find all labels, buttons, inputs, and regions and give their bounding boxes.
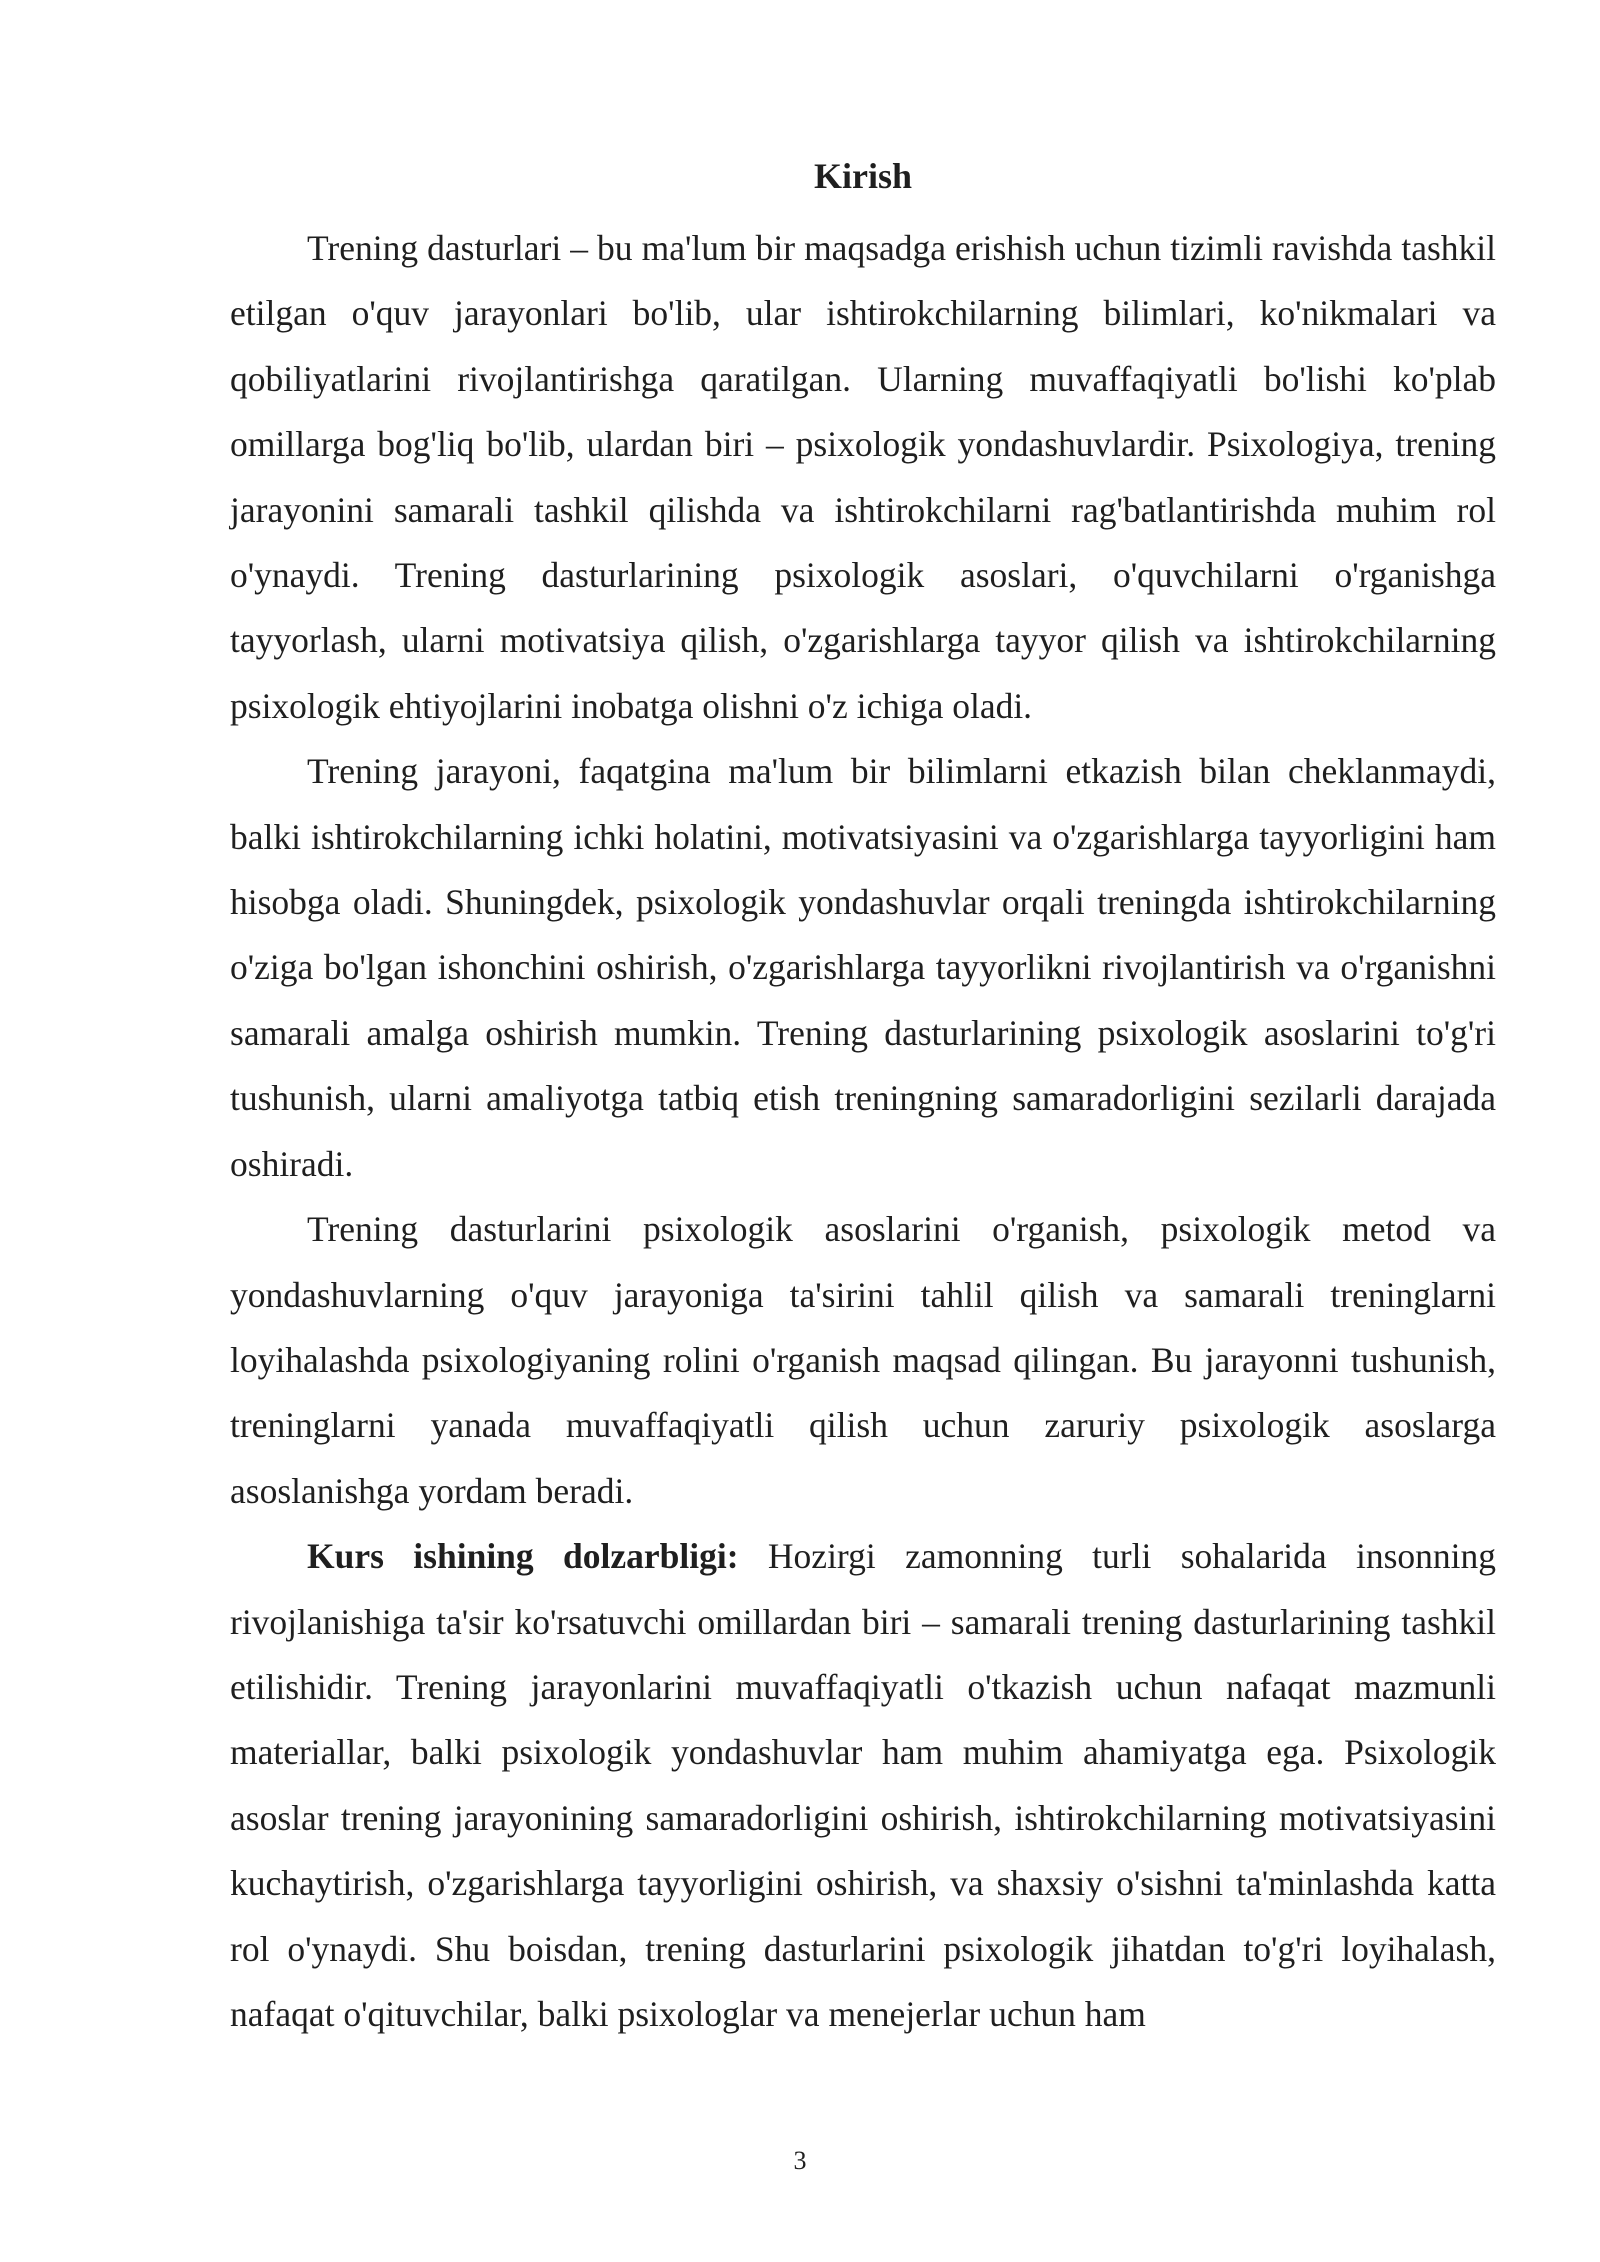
paragraph-text: Hozirgi zamonning turli sohalarida insonning rivojlanishiga ta'sir ko'rsatuvchi omillardan biri – samarali trening dasturlarining tashkil etilishidir. Trening jarayonlarini muvaffaqiyatli o'tkazish uchun nafaqat mazmunli materiallar, balki psixologik yondashuvlar ham muhim ahamiyatga ega. Psixologik asoslar trening jarayonining samaradorligini oshirish, ishtirokchilarning motivatsiyasini kuchaytirish, o'zgarishlarga tayyorligini oshirish, va shaxsiy o'sishni ta'minlashda katta rol o'ynaydi. Shu boisdan, trening dasturlarini psixologik jihatdan to'g'ri loyihalash, nafaqat o'qituvchilar, balki psixologlar va menejerlar uchun ham — [230, 1536, 1496, 2034]
section-title: Kirish — [813, 156, 912, 196]
paragraph-training-process — [230, 739, 1496, 1197]
page-number: 3 — [793, 2146, 807, 2175]
paragraph-relevance — [230, 1524, 1496, 2047]
paragraph-intro — [230, 216, 1496, 739]
page-content — [230, 150, 1496, 2047]
paragraph-lead: Kurs ishining dolzarbligi: — [307, 1536, 739, 1577]
paragraph-study-aim — [230, 1197, 1496, 1524]
paragraph-text: Trening jarayoni, faqatgina ma'lum bir bilimlarni etkazish bilan cheklanmaydi, balki ishtirokchilarning ichki holatini, motivatsiyasini va o'zgarishlarga tayyorligini ham hisobga oladi. Shuningdek, psixologik yondashuvlar orqali treningda ishtirokchilarning o'ziga bo'lgan ishonchini oshirish, o'zgarishlarga tayyorlikni rivojlantirish va o'rganishni samarali amalga oshirish mumkin. Trening dasturlarining psixologik asoslarini to'g'ri tushunish, ularni amaliyotga tatbiq etish treningning samaradorligini sezilarli darajada oshiradi. — [230, 751, 1496, 1184]
paragraph-text: Trening dasturlari – bu ma'lum bir maqsadga erishish uchun tizimli ravishda tashkil etilgan o'quv jarayonlari bo'lib, ular ishtirokchilarning bilimlari, ko'nikmalari va qobiliyatlarini rivojlantirishga qaratilgan. Ularning muvaffaqiyatli bo'lishi ko'plab omillarga bog'liq bo'lib, ulardan biri – psixologik yondashuvlardir. Psixologiya, trening jarayonini samarali tashkil qilishda va ishtirokchilarni rag'batlantirishda muhim rol o'ynaydi. Trening dasturlarining psixologik asoslari, o'quvchilarni o'rganishga tayyorlash, ularni motivatsiya qilish, o'zgarishlarga tayyor qilish va ishtirokchilarning psixologik ehtiyojlarini inobatga olishni o'z ichiga oladi. — [230, 228, 1496, 726]
paragraph-text: Trening dasturlarini psixologik asoslarini o'rganish, psixologik metod va yondashuvlarning o'quv jarayoniga ta'sirini tahlil qilish va samarali treninglarni loyihalashda psixologiyaning rolini o'rganish maqsad qilingan. Bu jarayonni tushunish, treninglarni yanada muvaffaqiyatli qilish uchun zaruriy psixologik asoslarga asoslanishga yordam beradi. — [230, 1209, 1496, 1511]
